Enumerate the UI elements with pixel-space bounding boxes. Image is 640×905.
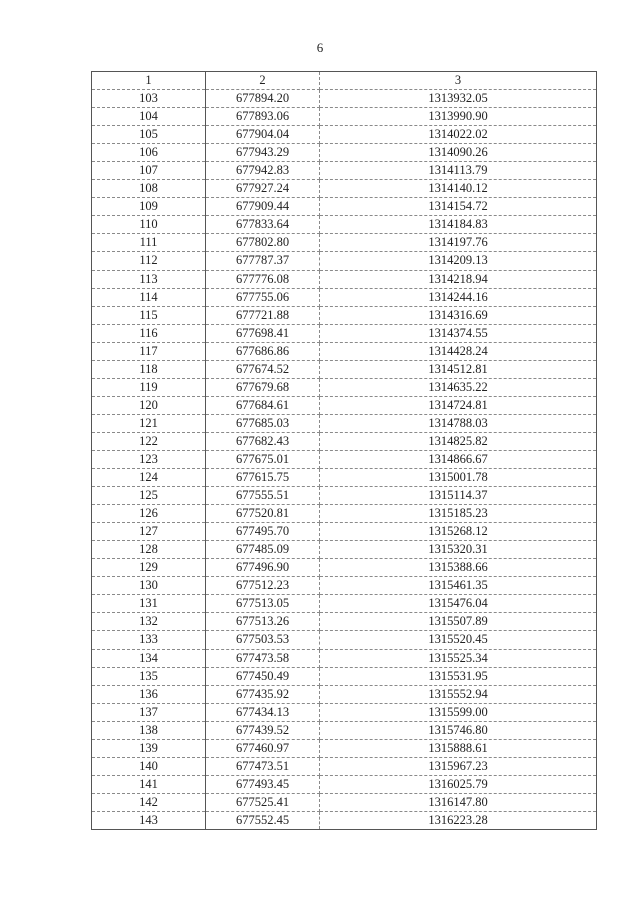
point-number-cell: 134 bbox=[92, 649, 206, 667]
x-coordinate-cell: 677776.08 bbox=[206, 270, 320, 288]
y-coordinate-cell: 1316223.28 bbox=[320, 811, 597, 829]
x-coordinate-cell: 677721.88 bbox=[206, 306, 320, 324]
y-coordinate-cell: 1314428.24 bbox=[320, 342, 597, 360]
header-row bbox=[92, 72, 597, 90]
point-number-cell: 125 bbox=[92, 487, 206, 505]
x-coordinate-cell: 677927.24 bbox=[206, 180, 320, 198]
table-row bbox=[92, 90, 597, 108]
y-coordinate-cell: 1315268.12 bbox=[320, 523, 597, 541]
x-coordinate-cell: 677893.06 bbox=[206, 108, 320, 126]
x-coordinate-cell: 677755.06 bbox=[206, 288, 320, 306]
x-coordinate-cell: 677473.58 bbox=[206, 649, 320, 667]
point-number-cell: 120 bbox=[92, 396, 206, 414]
x-coordinate-cell: 677909.44 bbox=[206, 198, 320, 216]
y-coordinate-cell: 1315461.35 bbox=[320, 577, 597, 595]
x-coordinate-cell: 677513.26 bbox=[206, 613, 320, 631]
y-coordinate-cell: 1314374.55 bbox=[320, 324, 597, 342]
x-coordinate-cell: 677682.43 bbox=[206, 432, 320, 450]
x-coordinate-cell: 677450.49 bbox=[206, 667, 320, 685]
table-row bbox=[92, 288, 597, 306]
x-coordinate-cell: 677513.05 bbox=[206, 595, 320, 613]
point-number-cell: 137 bbox=[92, 703, 206, 721]
x-coordinate-cell: 677496.90 bbox=[206, 559, 320, 577]
x-coordinate-cell: 677675.01 bbox=[206, 450, 320, 468]
x-coordinate-cell: 677460.97 bbox=[206, 739, 320, 757]
table-row bbox=[92, 793, 597, 811]
y-coordinate-cell: 1316147.80 bbox=[320, 793, 597, 811]
x-coordinate-cell: 677787.37 bbox=[206, 252, 320, 270]
table-row bbox=[92, 396, 597, 414]
table-row bbox=[92, 324, 597, 342]
x-coordinate-cell: 677904.04 bbox=[206, 126, 320, 144]
table-row bbox=[92, 144, 597, 162]
x-coordinate-cell: 677439.52 bbox=[206, 721, 320, 739]
point-number-cell: 136 bbox=[92, 685, 206, 703]
table-row bbox=[92, 541, 597, 559]
table-row bbox=[92, 505, 597, 523]
point-number-cell: 108 bbox=[92, 180, 206, 198]
table-row bbox=[92, 234, 597, 252]
table-row bbox=[92, 252, 597, 270]
table-row bbox=[92, 378, 597, 396]
table-row bbox=[92, 577, 597, 595]
point-number-cell: 143 bbox=[92, 811, 206, 829]
point-number-cell: 114 bbox=[92, 288, 206, 306]
table-row bbox=[92, 198, 597, 216]
point-number-cell: 127 bbox=[92, 523, 206, 541]
x-coordinate-cell: 677525.41 bbox=[206, 793, 320, 811]
x-coordinate-cell: 677552.45 bbox=[206, 811, 320, 829]
point-number-cell: 117 bbox=[92, 342, 206, 360]
y-coordinate-cell: 1315525.34 bbox=[320, 649, 597, 667]
x-coordinate-cell: 677434.13 bbox=[206, 703, 320, 721]
point-number-cell: 132 bbox=[92, 613, 206, 631]
point-number-cell: 122 bbox=[92, 432, 206, 450]
point-number-cell: 111 bbox=[92, 234, 206, 252]
point-number-cell: 140 bbox=[92, 757, 206, 775]
x-coordinate-cell: 677512.23 bbox=[206, 577, 320, 595]
point-number-cell: 139 bbox=[92, 739, 206, 757]
y-coordinate-cell: 1314724.81 bbox=[320, 396, 597, 414]
page-number: 6 bbox=[316, 40, 324, 55]
coordinates-table bbox=[91, 71, 597, 830]
table-row bbox=[92, 685, 597, 703]
y-coordinate-cell: 1315507.89 bbox=[320, 613, 597, 631]
table-row bbox=[92, 559, 597, 577]
x-coordinate-cell: 677555.51 bbox=[206, 487, 320, 505]
x-coordinate-cell: 677698.41 bbox=[206, 324, 320, 342]
point-number-cell: 110 bbox=[92, 216, 206, 234]
x-coordinate-cell: 677833.64 bbox=[206, 216, 320, 234]
y-coordinate-cell: 1314866.67 bbox=[320, 450, 597, 468]
y-coordinate-cell: 1314154.72 bbox=[320, 198, 597, 216]
table-row bbox=[92, 126, 597, 144]
column-header-1: 1 bbox=[92, 72, 206, 90]
table-row bbox=[92, 180, 597, 198]
y-coordinate-cell: 1314788.03 bbox=[320, 414, 597, 432]
y-coordinate-cell: 1315388.66 bbox=[320, 559, 597, 577]
x-coordinate-cell: 677485.09 bbox=[206, 541, 320, 559]
point-number-cell: 112 bbox=[92, 252, 206, 270]
y-coordinate-cell: 1314113.79 bbox=[320, 162, 597, 180]
table-row bbox=[92, 613, 597, 631]
y-coordinate-cell: 1316025.79 bbox=[320, 775, 597, 793]
point-number-cell: 107 bbox=[92, 162, 206, 180]
table-row bbox=[92, 108, 597, 126]
point-number-cell: 118 bbox=[92, 360, 206, 378]
x-coordinate-cell: 677674.52 bbox=[206, 360, 320, 378]
y-coordinate-cell: 1315476.04 bbox=[320, 595, 597, 613]
y-coordinate-cell: 1313990.90 bbox=[320, 108, 597, 126]
x-coordinate-cell: 677686.86 bbox=[206, 342, 320, 360]
point-number-cell: 129 bbox=[92, 559, 206, 577]
x-coordinate-cell: 677894.20 bbox=[206, 90, 320, 108]
table-row bbox=[92, 631, 597, 649]
y-coordinate-cell: 1315320.31 bbox=[320, 541, 597, 559]
y-coordinate-cell: 1314316.69 bbox=[320, 306, 597, 324]
x-coordinate-cell: 677435.92 bbox=[206, 685, 320, 703]
table-row bbox=[92, 595, 597, 613]
table-row bbox=[92, 523, 597, 541]
x-coordinate-cell: 677679.68 bbox=[206, 378, 320, 396]
y-coordinate-cell: 1314140.12 bbox=[320, 180, 597, 198]
table-row bbox=[92, 487, 597, 505]
y-coordinate-cell: 1314197.76 bbox=[320, 234, 597, 252]
x-coordinate-cell: 677802.80 bbox=[206, 234, 320, 252]
point-number-cell: 133 bbox=[92, 631, 206, 649]
y-coordinate-cell: 1314512.81 bbox=[320, 360, 597, 378]
y-coordinate-cell: 1314184.83 bbox=[320, 216, 597, 234]
x-coordinate-cell: 677520.81 bbox=[206, 505, 320, 523]
point-number-cell: 119 bbox=[92, 378, 206, 396]
y-coordinate-cell: 1315001.78 bbox=[320, 469, 597, 487]
y-coordinate-cell: 1315114.37 bbox=[320, 487, 597, 505]
y-coordinate-cell: 1315520.45 bbox=[320, 631, 597, 649]
table-row bbox=[92, 811, 597, 829]
table-row bbox=[92, 450, 597, 468]
point-number-cell: 116 bbox=[92, 324, 206, 342]
point-number-cell: 109 bbox=[92, 198, 206, 216]
point-number-cell: 126 bbox=[92, 505, 206, 523]
point-number-cell: 142 bbox=[92, 793, 206, 811]
y-coordinate-cell: 1315552.94 bbox=[320, 685, 597, 703]
y-coordinate-cell: 1314218.94 bbox=[320, 270, 597, 288]
x-coordinate-cell: 677684.61 bbox=[206, 396, 320, 414]
table-row bbox=[92, 432, 597, 450]
point-number-cell: 113 bbox=[92, 270, 206, 288]
y-coordinate-cell: 1314209.13 bbox=[320, 252, 597, 270]
y-coordinate-cell: 1313932.05 bbox=[320, 90, 597, 108]
point-number-cell: 106 bbox=[92, 144, 206, 162]
y-coordinate-cell: 1314090.26 bbox=[320, 144, 597, 162]
y-coordinate-cell: 1314635.22 bbox=[320, 378, 597, 396]
table-row bbox=[92, 757, 597, 775]
table-row bbox=[92, 162, 597, 180]
point-number-cell: 135 bbox=[92, 667, 206, 685]
table-header bbox=[92, 72, 597, 90]
point-number-cell: 104 bbox=[92, 108, 206, 126]
point-number-cell: 141 bbox=[92, 775, 206, 793]
y-coordinate-cell: 1315599.00 bbox=[320, 703, 597, 721]
y-coordinate-cell: 1315531.95 bbox=[320, 667, 597, 685]
column-header-3: 3 bbox=[320, 72, 597, 90]
x-coordinate-cell: 677615.75 bbox=[206, 469, 320, 487]
x-coordinate-cell: 677493.45 bbox=[206, 775, 320, 793]
point-number-cell: 121 bbox=[92, 414, 206, 432]
table-row bbox=[92, 414, 597, 432]
y-coordinate-cell: 1315967.23 bbox=[320, 757, 597, 775]
y-coordinate-cell: 1314244.16 bbox=[320, 288, 597, 306]
x-coordinate-cell: 677495.70 bbox=[206, 523, 320, 541]
y-coordinate-cell: 1315888.61 bbox=[320, 739, 597, 757]
table-row bbox=[92, 216, 597, 234]
x-coordinate-cell: 677685.03 bbox=[206, 414, 320, 432]
y-coordinate-cell: 1315185.23 bbox=[320, 505, 597, 523]
point-number-cell: 115 bbox=[92, 306, 206, 324]
table-row bbox=[92, 306, 597, 324]
point-number-cell: 131 bbox=[92, 595, 206, 613]
point-number-cell: 130 bbox=[92, 577, 206, 595]
table-row bbox=[92, 703, 597, 721]
point-number-cell: 105 bbox=[92, 126, 206, 144]
y-coordinate-cell: 1314825.82 bbox=[320, 432, 597, 450]
column-header-2: 2 bbox=[206, 72, 320, 90]
table-row bbox=[92, 342, 597, 360]
x-coordinate-cell: 677473.51 bbox=[206, 757, 320, 775]
x-coordinate-cell: 677942.83 bbox=[206, 162, 320, 180]
point-number-cell: 128 bbox=[92, 541, 206, 559]
table-row bbox=[92, 360, 597, 378]
x-coordinate-cell: 677943.29 bbox=[206, 144, 320, 162]
table-row bbox=[92, 775, 597, 793]
table-row bbox=[92, 721, 597, 739]
table-row bbox=[92, 270, 597, 288]
table-row bbox=[92, 649, 597, 667]
point-number-cell: 123 bbox=[92, 450, 206, 468]
x-coordinate-cell: 677503.53 bbox=[206, 631, 320, 649]
table-row bbox=[92, 469, 597, 487]
y-coordinate-cell: 1315746.80 bbox=[320, 721, 597, 739]
y-coordinate-cell: 1314022.02 bbox=[320, 126, 597, 144]
point-number-cell: 138 bbox=[92, 721, 206, 739]
point-number-cell: 124 bbox=[92, 469, 206, 487]
table-body bbox=[92, 90, 597, 830]
table-row bbox=[92, 739, 597, 757]
table-row bbox=[92, 667, 597, 685]
point-number-cell: 103 bbox=[92, 90, 206, 108]
